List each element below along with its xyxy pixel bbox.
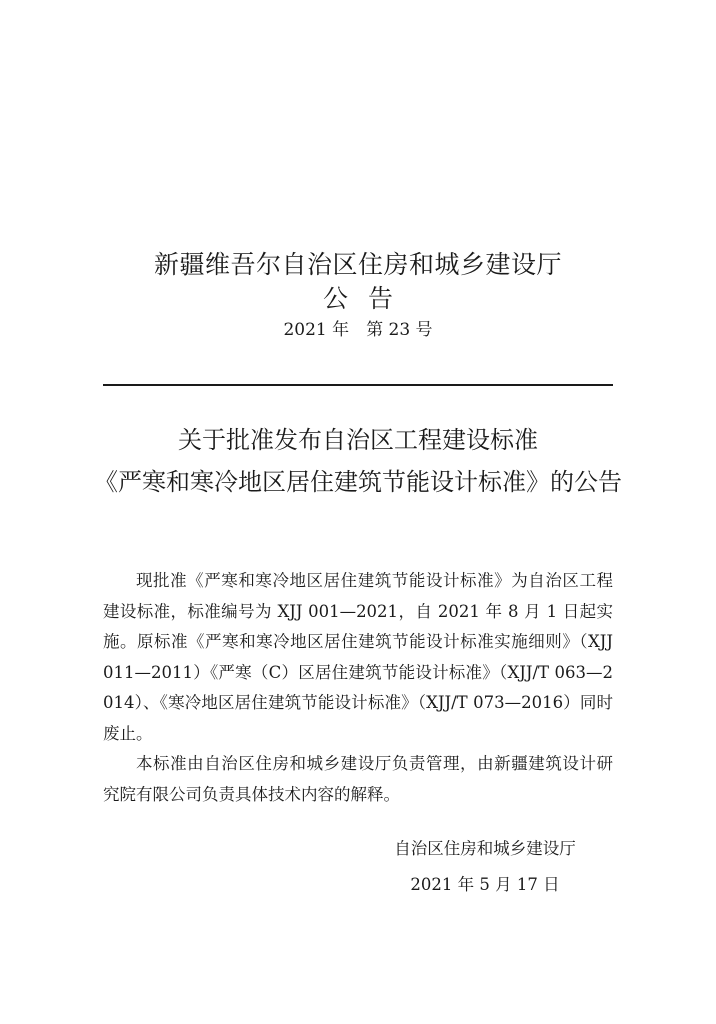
header-divider (103, 384, 613, 386)
notice-number: 2021 年 第 23 号 (283, 320, 433, 340)
issuing-agency: 新疆维吾尔自治区住房和城乡建设厅 (153, 250, 562, 279)
announcement-title-line-2: 《严寒和寒冷地区居住建筑节能设计标准》的公告 (94, 468, 622, 496)
announcement-body (103, 566, 613, 810)
signature-block (360, 834, 610, 900)
announcement-title-line-1: 关于批准发布自治区工程建设标准 (178, 426, 538, 454)
notice-label: 公告 (322, 284, 413, 313)
signature-issuer: 自治区住房和城乡建设厅 (394, 839, 576, 858)
body-paragraph-1: 现批准《严寒和寒冷地区居住建筑节能设计标准》为自治区工程建设标准，标准编号为 XJJ 001—2021，自 2021 年 8 月 1 日起实施。原标准《严寒和寒冷地区居住建筑节能设计标准实施细则》（XJJ 011—2011）《严寒（C）区居住建筑节能设计标准》（XJJ/T 063—2014）、《寒冷地区居住建筑节能设计标准》（XJJ/T 073—2016）同时废止。 (103, 571, 613, 743)
body-paragraph-2: 本标准由自治区住房和城乡建设厅负责管理，由新疆建筑设计研究院有限公司负责具体技术内容的解释。 (103, 754, 613, 804)
signature-date: 2021 年 5 月 17 日 (410, 875, 560, 894)
